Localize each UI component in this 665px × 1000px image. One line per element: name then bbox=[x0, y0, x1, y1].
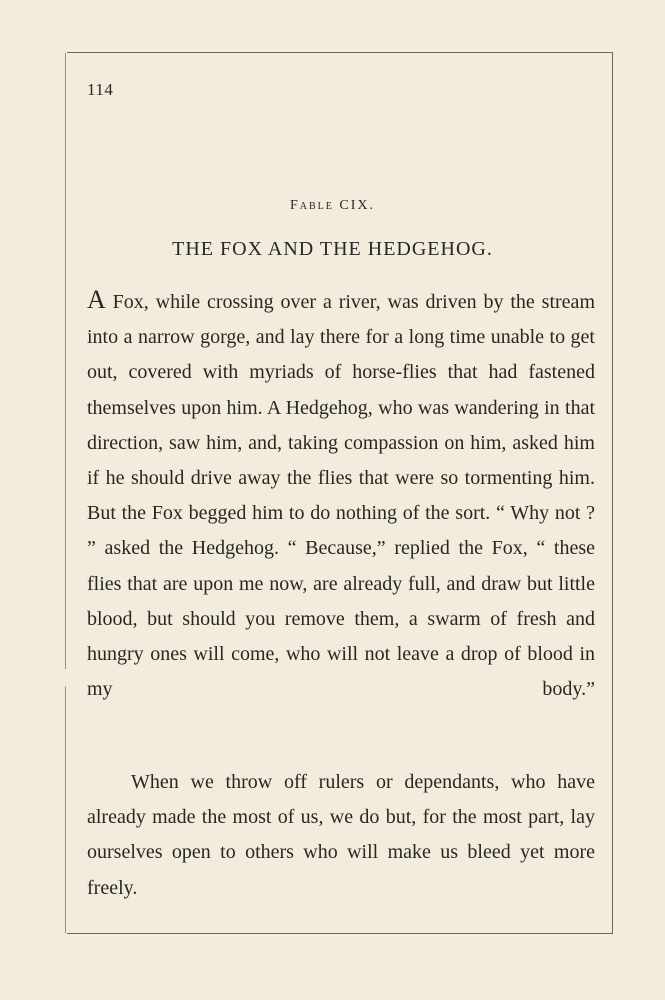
fable-body bbox=[87, 285, 595, 707]
fable-number: Fable CIX. bbox=[289, 198, 375, 213]
drop-initial: A bbox=[87, 285, 106, 314]
fable-moral: When we throw off rulers or dependants, who have already made the most of us, we do but, for the most part, lay ourselves open to others who will make us bleed yet more freely. bbox=[87, 771, 595, 899]
fable-body-text: Fox, while crossing over a river, was driven by the stream into a narrow gorge, and lay there for a long time unable to get out, covered with myriads of horse-flies that had fastened themselves upon him. A Hedgehog, who was wandering in that direction, saw him, and, taking compassion on him, asked him if he should drive away the flies that were so tormenting him. But the Fox begged him to do nothing of the sort. “ Why not ? ” asked the Hedgehog. “ Because,” replied the Fox, “ these flies that are upon me now, are already full, and draw but little blood, but should you remove them, a swarm of fresh and hungry ones will come, who will not leave a drop of blood in my body.” bbox=[87, 291, 595, 701]
page-number: 114 bbox=[87, 80, 114, 99]
fable-title: THE FOX AND THE HEDGEHOG. bbox=[172, 238, 493, 260]
